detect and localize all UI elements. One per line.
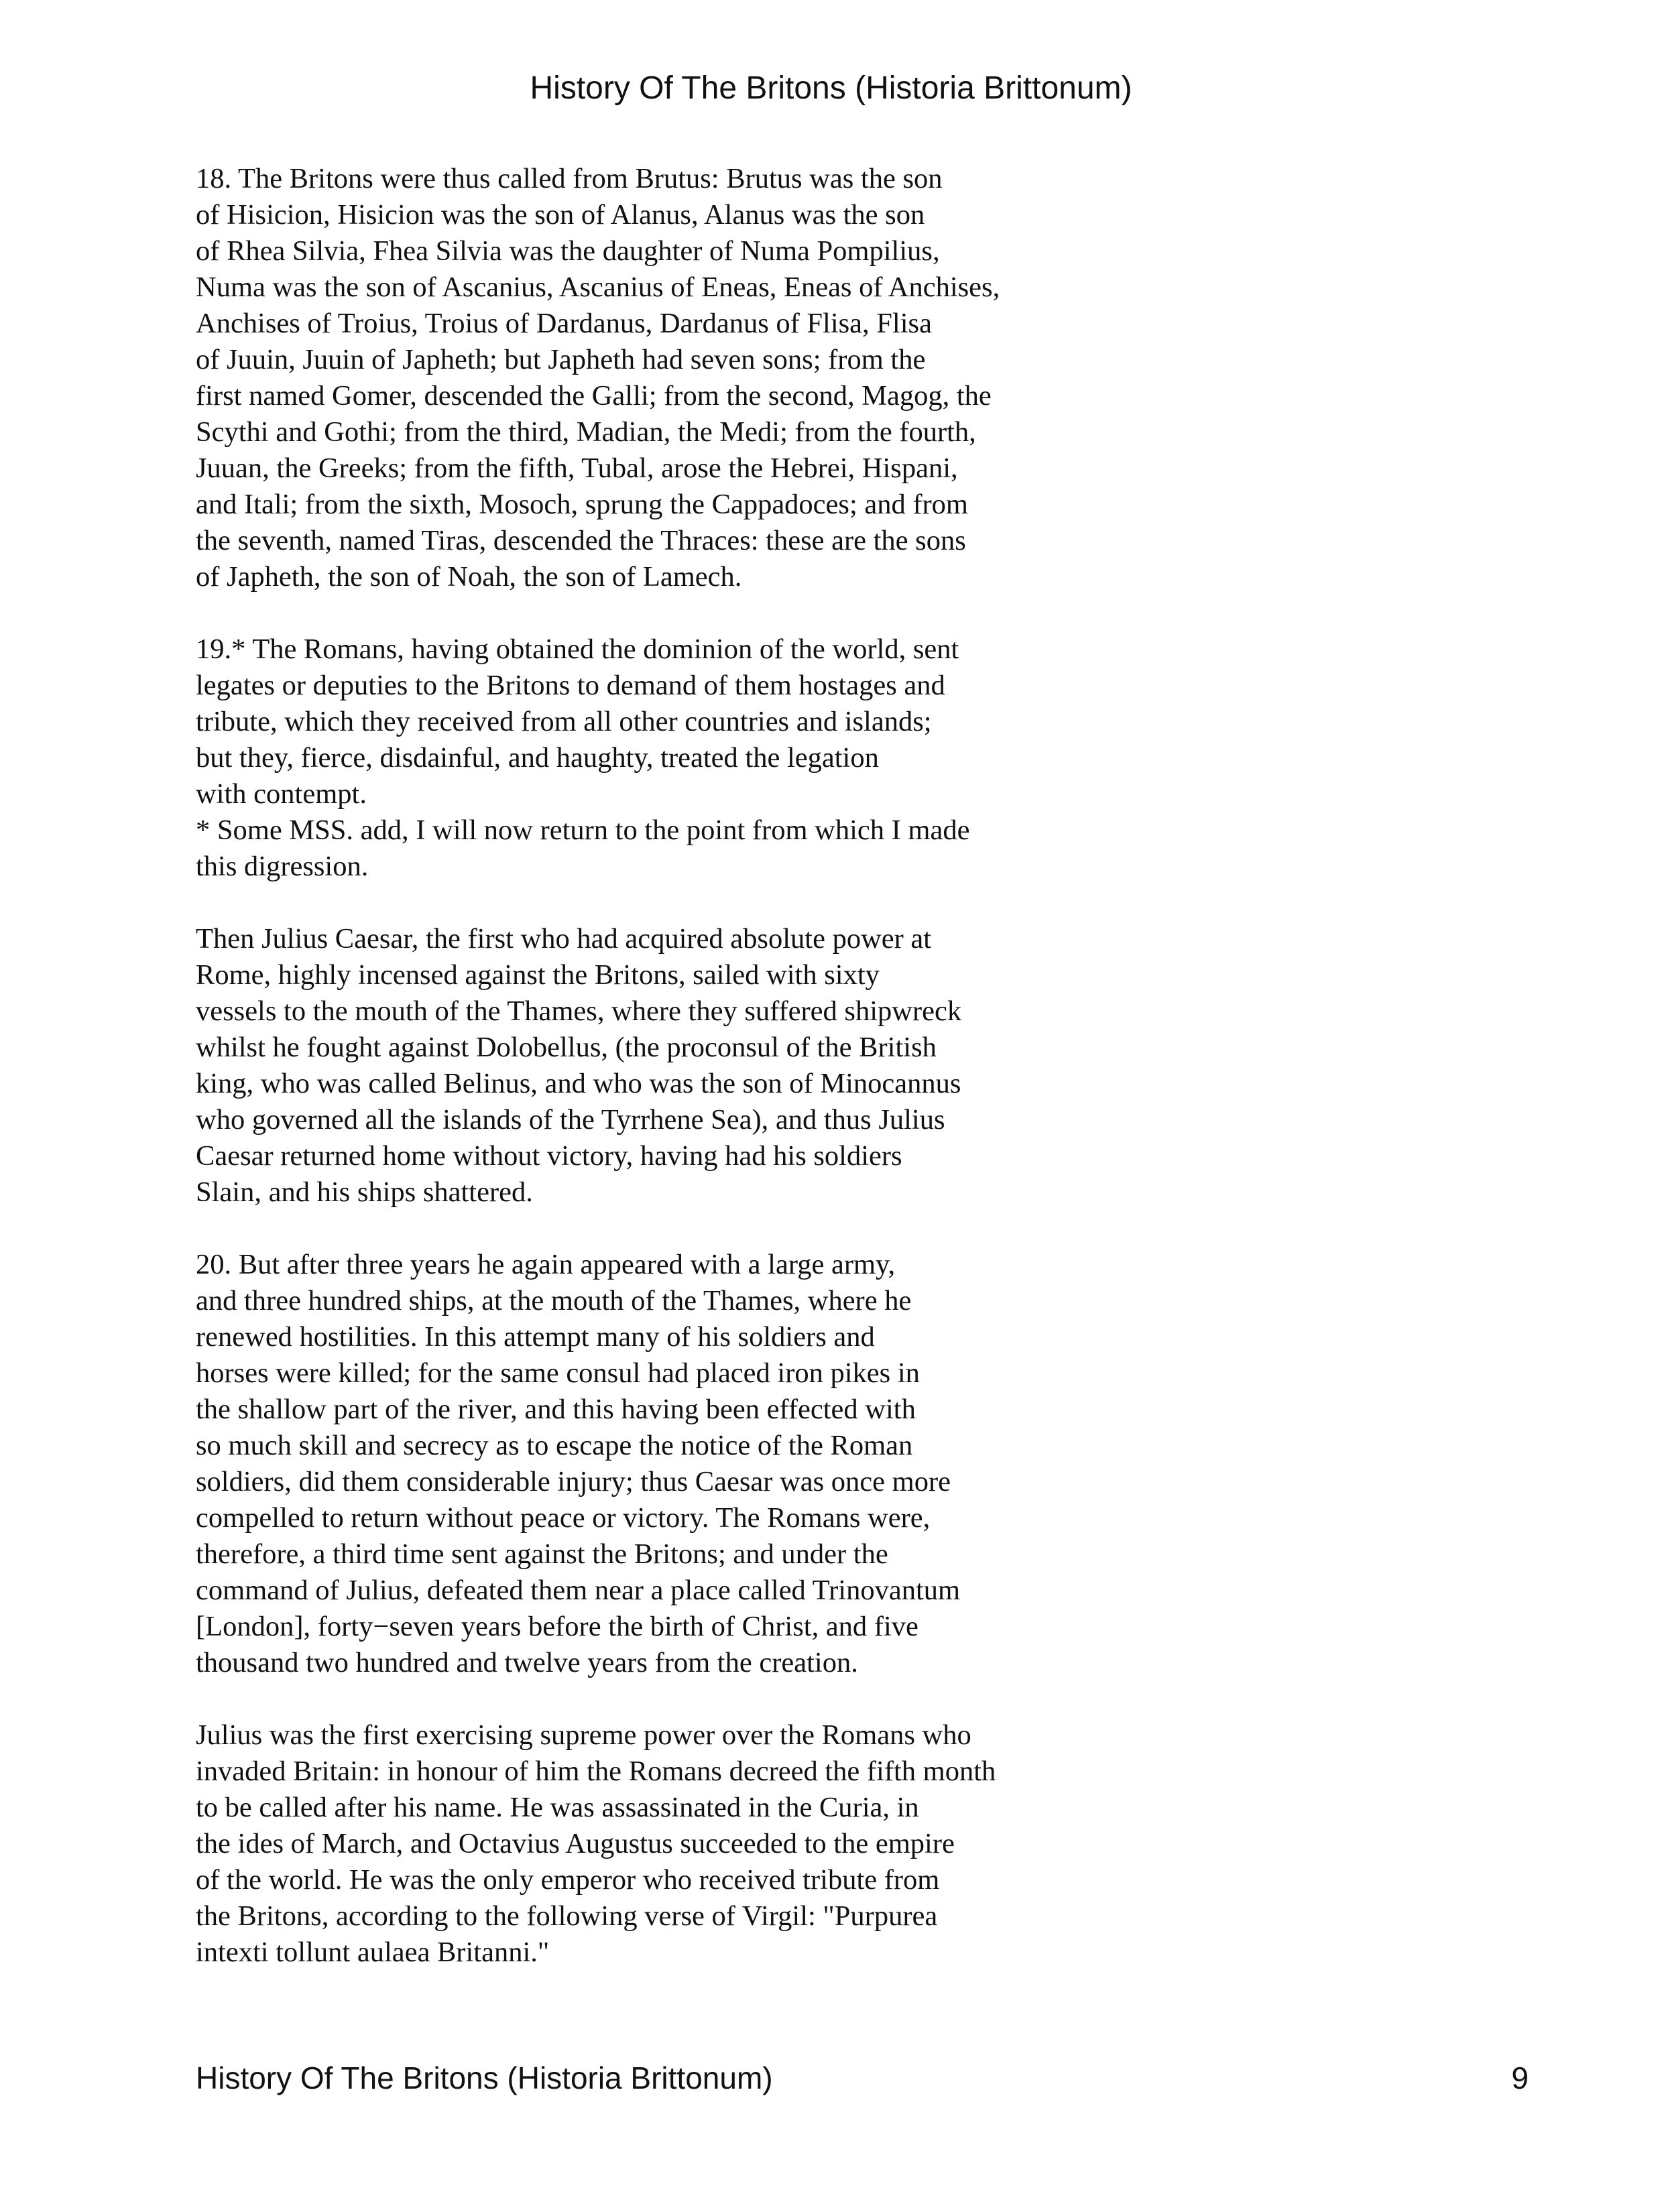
- text-line: intexti tollunt aulaea Britanni.": [196, 1937, 550, 1968]
- text-line: Anchises of Troius, Troius of Dardanus, Dardanus of Flisa, Flisa: [196, 308, 932, 339]
- text-line: and three hundred ships, at the mouth of the Thames, where he: [196, 1285, 912, 1316]
- text-line: to be called after his name. He was assassinated in the Curia, in: [196, 1792, 919, 1823]
- text-line: therefore, a third time sent against the Britons; and under the: [196, 1538, 888, 1570]
- text-line: Rome, highly incensed against the Britons, sailed with sixty: [196, 959, 880, 991]
- text-line: whilst he fought against Dolobellus, (the proconsul of the British: [196, 1032, 937, 1063]
- text-line: Juuan, the Greeks; from the fifth, Tubal, arose the Hebrei, Hispani,: [196, 452, 958, 484]
- text-line: and Itali; from the sixth, Mosoch, sprung the Cappadoces; and from: [196, 489, 968, 520]
- text-line: Slain, and his ships shattered.: [196, 1176, 533, 1208]
- text-line: [London], forty−seven years before the birth of Christ, and five: [196, 1611, 918, 1642]
- text-line: tribute, which they received from all other countries and islands;: [196, 706, 932, 737]
- paragraph-julius-caesar: [196, 921, 1470, 1211]
- text-line: 20. But after three years he again appeared with a large army,: [196, 1249, 896, 1280]
- text-line: horses were killed; for the same consul had placed iron pikes in: [196, 1357, 920, 1389]
- text-line: the shallow part of the river, and this having been effected with: [196, 1394, 916, 1425]
- text-line: first named Gomer, descended the Galli; from the second, Magog, the: [196, 380, 992, 412]
- text-line: compelled to return without peace or victory. The Romans were,: [196, 1502, 931, 1534]
- body-text: [196, 161, 1470, 2007]
- text-line: of Hisicion, Hisicion was the son of Alanus, Alanus was the son: [196, 199, 925, 231]
- footnote-line: * Some MSS. add, I will now return to the point from which I made: [196, 814, 970, 846]
- text-line: command of Julius, defeated them near a place called Trinovantum: [196, 1575, 961, 1606]
- text-line: the ides of March, and Octavius Augustus succeeded to the empire: [196, 1828, 955, 1859]
- text-line: Scythi and Gothi; from the third, Madian, the Medi; from the fourth,: [196, 416, 976, 448]
- text-line: Julius was the first exercising supreme power over the Romans who: [196, 1719, 971, 1751]
- text-line: 19.* The Romans, having obtained the dominion of the world, sent: [196, 633, 959, 665]
- text-line: so much skill and secrecy as to escape the notice of the Roman: [196, 1430, 913, 1461]
- text-line: the seventh, named Tiras, descended the Thraces: these are the sons: [196, 525, 966, 556]
- text-line: of Japheth, the son of Noah, the son of Lamech.: [196, 561, 742, 593]
- paragraph-19: [196, 631, 1470, 885]
- text-line: the Britons, according to the following verse of Virgil: "Purpurea: [196, 1900, 938, 1932]
- text-line: of Rhea Silvia, Fhea Silvia was the daughter of Numa Pompilius,: [196, 235, 940, 267]
- text-line: with contempt.: [196, 778, 367, 810]
- paragraph-18: [196, 161, 1470, 595]
- text-line: Caesar returned home without victory, having had his soldiers: [196, 1140, 902, 1172]
- text-line: legates or deputies to the Britons to demand of them hostages and: [196, 670, 945, 701]
- text-line: 18. The Britons were thus called from Brutus: Brutus was the son: [196, 163, 943, 194]
- text-line: but they, fierce, disdainful, and haughty, treated the legation: [196, 742, 879, 774]
- text-line: vessels to the mouth of the Thames, where they suffered shipwreck: [196, 995, 962, 1027]
- text-line: renewed hostilities. In this attempt many of his soldiers and: [196, 1321, 875, 1353]
- text-line: of the world. He was the only emperor who received tribute from: [196, 1864, 940, 1896]
- page-number: 9: [1511, 2061, 1529, 2095]
- text-line: Then Julius Caesar, the first who had acquired absolute power at: [196, 923, 932, 955]
- text-line: king, who was called Belinus, and who was the son of Minocannus: [196, 1068, 961, 1099]
- text-line: invaded Britain: in honour of him the Romans decreed the fifth month: [196, 1756, 996, 1787]
- paragraph-20: [196, 1247, 1470, 1681]
- running-header: History Of The Britons (Historia Brittonum): [530, 70, 1132, 106]
- text-line: of Juuin, Juuin of Japheth; but Japheth had seven sons; from the: [196, 344, 926, 375]
- footnote-line: this digression.: [196, 851, 369, 882]
- text-line: thousand two hundred and twelve years from the creation.: [196, 1647, 858, 1678]
- text-line: Numa was the son of Ascanius, Ascanius of Eneas, Eneas of Anchises,: [196, 271, 1000, 303]
- text-line: who governed all the islands of the Tyrrhene Sea), and thus Julius: [196, 1104, 945, 1135]
- text-line: soldiers, did them considerable injury; thus Caesar was once more: [196, 1466, 951, 1497]
- paragraph-julius-reign: [196, 1717, 1470, 1971]
- footer-title: History Of The Britons (Historia Brittonum): [196, 2061, 773, 2095]
